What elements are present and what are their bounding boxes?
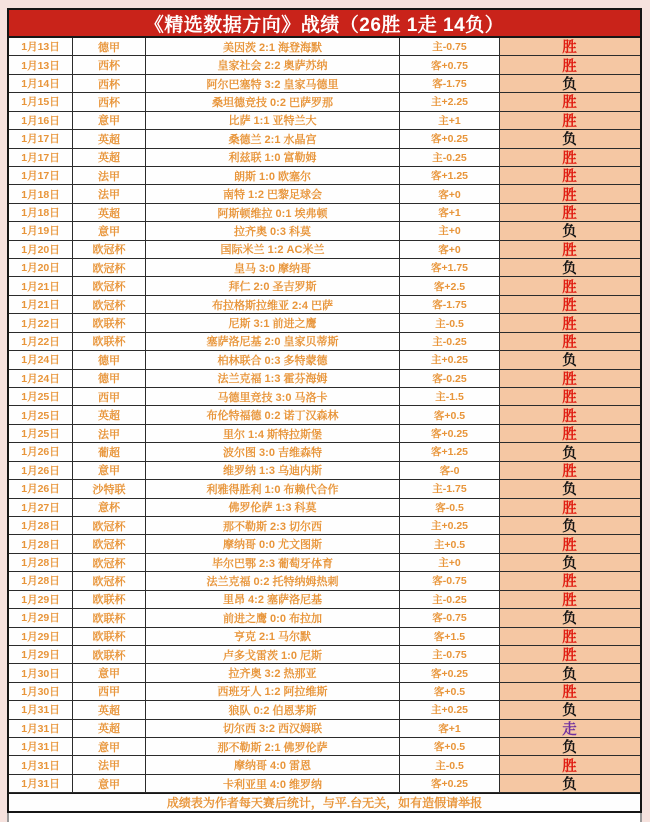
result-cell: 胜 (499, 535, 640, 552)
result-cell: 胜 (499, 683, 640, 700)
date-cell: 1月31日 (21, 759, 60, 772)
result-row (9, 130, 640, 148)
result-cell: 胜 (499, 93, 640, 110)
result-row (9, 591, 640, 609)
handicap-cell: 主+0 (399, 222, 499, 239)
date-cell: 1月30日 (21, 685, 60, 698)
handicap-cell: 客+1 (399, 720, 499, 737)
handicap-cell: 主-0.25 (399, 591, 499, 608)
date-cell: 1月17日 (21, 133, 60, 146)
match-cell: 皇家社会 2:2 奥萨苏纳 (145, 56, 399, 73)
league-cell: 欧联杯 (72, 609, 145, 626)
result-cell: 负 (499, 738, 640, 755)
date-cell: 1月24日 (21, 354, 60, 367)
handicap-cell: 主+0.5 (399, 535, 499, 552)
match-cell: 阿尔巴塞特 3:2 皇家马德里 (145, 75, 399, 92)
result-row (9, 277, 640, 295)
date-cell: 1月27日 (21, 501, 60, 514)
match-cell: 拉齐奥 0:3 科莫 (145, 222, 399, 239)
handicap-cell: 客-0.75 (399, 572, 499, 589)
handicap-cell: 主+0.25 (399, 351, 499, 368)
result-row (9, 370, 640, 388)
result-row (9, 462, 640, 480)
result-row (9, 185, 640, 203)
match-cell: 毕尔巴鄂 2:3 葡萄牙体育 (145, 554, 399, 571)
match-cell: 狼队 0:2 伯恩茅斯 (145, 701, 399, 718)
handicap-cell: 客+0.75 (399, 56, 499, 73)
result-row (9, 75, 640, 93)
date-cell: 1月21日 (21, 299, 60, 312)
result-row (9, 775, 640, 793)
result-row (9, 609, 640, 627)
result-row (9, 738, 640, 756)
date-cell: 1月28日 (21, 520, 60, 533)
bottom-empty-row (7, 813, 642, 822)
match-cell: 卡利亚里 4:0 维罗纳 (145, 775, 399, 792)
result-row (9, 222, 640, 240)
match-cell: 摩纳哥 4:0 雷恩 (145, 756, 399, 773)
match-cell: 桑德兰 2:1 水晶宫 (145, 130, 399, 147)
handicap-cell: 客+1.75 (399, 259, 499, 276)
match-cell: 切尔西 3:2 西汉姆联 (145, 720, 399, 737)
league-cell: 西甲 (72, 388, 145, 405)
result-row (9, 204, 640, 222)
result-cell: 胜 (499, 314, 640, 331)
result-row (9, 406, 640, 424)
league-cell: 意甲 (72, 112, 145, 129)
result-row (9, 296, 640, 314)
footer-note: 成绩表为作者每天赛后统计，与平.台无关，如有造假请举报 (7, 793, 642, 813)
result-cell: 负 (499, 480, 640, 497)
handicap-cell: 主-0.25 (399, 149, 499, 166)
date-cell: 1月24日 (21, 372, 60, 385)
handicap-cell: 客-1.75 (399, 296, 499, 313)
league-cell: 欧冠杯 (72, 259, 145, 276)
date-cell: 1月13日 (21, 41, 60, 54)
date-cell: 1月18日 (21, 207, 60, 219)
result-row (9, 443, 640, 461)
handicap-cell: 主-0.75 (399, 646, 499, 663)
date-cell: 1月29日 (21, 649, 60, 662)
league-cell: 英超 (72, 130, 145, 147)
match-cell: 布拉格斯拉维亚 2:4 巴萨 (145, 296, 399, 313)
handicap-cell: 主+2.25 (399, 93, 499, 110)
result-row (9, 572, 640, 590)
league-cell: 欧联杯 (72, 314, 145, 331)
match-cell: 西班牙人 1:2 阿拉维斯 (145, 683, 399, 700)
match-cell: 里尔 1:4 斯特拉斯堡 (145, 425, 399, 442)
result-cell: 负 (499, 775, 640, 792)
league-cell: 葡超 (72, 443, 145, 460)
handicap-cell: 客+1.25 (399, 167, 499, 184)
handicap-cell: 客+0.5 (399, 738, 499, 755)
result-cell: 负 (499, 609, 640, 626)
league-cell: 欧冠杯 (72, 296, 145, 313)
result-cell: 负 (499, 222, 640, 239)
result-cell: 负 (499, 517, 640, 534)
match-cell: 拉齐奥 3:2 热那亚 (145, 664, 399, 681)
handicap-cell: 客-0.75 (399, 609, 499, 626)
league-cell: 英超 (72, 720, 145, 737)
handicap-cell: 客-0.5 (399, 499, 499, 516)
result-row (9, 628, 640, 646)
result-cell: 负 (499, 130, 640, 147)
result-cell: 胜 (499, 406, 640, 423)
league-cell: 欧冠杯 (72, 241, 145, 258)
match-cell: 法兰克福 0:2 托特纳姆热刺 (145, 572, 399, 589)
result-cell: 胜 (499, 204, 640, 221)
league-cell: 欧冠杯 (72, 554, 145, 571)
match-cell: 国际米兰 1:2 AC米兰 (145, 241, 399, 258)
league-cell: 欧联杯 (72, 591, 145, 608)
result-cell: 胜 (499, 333, 640, 350)
league-cell: 意甲 (72, 222, 145, 239)
match-cell: 皇马 3:0 摩纳哥 (145, 259, 399, 276)
date-cell: 1月31日 (21, 704, 60, 717)
match-cell: 南特 1:2 巴黎足球会 (145, 185, 399, 202)
match-cell: 马德里竞技 3:0 马洛卡 (145, 388, 399, 405)
match-cell: 比萨 1:1 亚特兰大 (145, 112, 399, 129)
result-cell: 胜 (499, 370, 640, 387)
result-cell: 胜 (499, 388, 640, 405)
league-cell: 欧冠杯 (72, 517, 145, 534)
result-row (9, 554, 640, 572)
result-cell: 胜 (499, 646, 640, 663)
date-cell: 1月25日 (21, 409, 60, 422)
result-row (9, 167, 640, 185)
handicap-cell: 主+0 (399, 554, 499, 571)
result-cell: 走 (499, 720, 640, 737)
league-cell: 意甲 (72, 738, 145, 755)
date-cell: 1月29日 (21, 593, 60, 606)
league-cell: 英超 (72, 204, 145, 221)
handicap-cell: 客+0.5 (399, 406, 499, 423)
result-cell: 胜 (499, 462, 640, 479)
results-board (7, 8, 642, 822)
date-cell: 1月25日 (21, 428, 60, 441)
result-row (9, 499, 640, 517)
result-cell: 负 (499, 259, 640, 276)
league-cell: 英超 (72, 149, 145, 166)
date-cell: 1月28日 (21, 575, 60, 588)
date-cell: 1月28日 (21, 538, 60, 551)
result-row (9, 149, 640, 167)
results-table (7, 38, 642, 793)
result-cell: 负 (499, 75, 640, 92)
result-cell: 负 (499, 554, 640, 571)
date-cell: 1月29日 (21, 612, 60, 625)
handicap-cell: 主+0.25 (399, 517, 499, 534)
date-cell: 1月31日 (21, 722, 60, 735)
date-cell: 1月13日 (21, 59, 60, 72)
league-cell: 西杯 (72, 93, 145, 110)
result-row (9, 646, 640, 664)
date-cell: 1月22日 (21, 335, 60, 348)
handicap-cell: 客+0.5 (399, 683, 499, 700)
date-cell: 1月20日 (21, 243, 60, 256)
handicap-cell: 客-1.75 (399, 75, 499, 92)
result-row (9, 756, 640, 774)
date-cell: 1月18日 (21, 188, 60, 201)
result-row (9, 351, 640, 369)
league-cell: 欧联杯 (72, 646, 145, 663)
result-cell: 胜 (499, 56, 640, 73)
handicap-cell: 客+1 (399, 204, 499, 221)
result-row (9, 56, 640, 74)
result-cell: 胜 (499, 185, 640, 202)
match-cell: 塞萨洛尼基 2:0 皇家贝蒂斯 (145, 333, 399, 350)
result-cell: 负 (499, 664, 640, 681)
result-cell: 胜 (499, 38, 640, 55)
result-row (9, 314, 640, 332)
league-cell: 欧冠杯 (72, 572, 145, 589)
match-cell: 那不勒斯 2:3 切尔西 (145, 517, 399, 534)
handicap-cell: 客+0.25 (399, 130, 499, 147)
date-cell: 1月26日 (21, 446, 60, 459)
match-cell: 美因茨 2:1 海登海默 (145, 38, 399, 55)
handicap-cell: 主-0.5 (399, 756, 499, 773)
league-cell: 法甲 (72, 167, 145, 184)
handicap-cell: 主-0.75 (399, 38, 499, 55)
date-cell: 1月15日 (21, 96, 60, 109)
league-cell: 意甲 (72, 775, 145, 792)
handicap-cell: 客+1.25 (399, 443, 499, 460)
league-cell: 英超 (72, 406, 145, 423)
date-cell: 1月30日 (21, 667, 60, 680)
result-row (9, 93, 640, 111)
result-cell: 胜 (499, 572, 640, 589)
match-cell: 亨克 2:1 马尔默 (145, 628, 399, 645)
result-row (9, 259, 640, 277)
handicap-cell: 主-1.5 (399, 388, 499, 405)
result-row (9, 683, 640, 701)
handicap-cell: 客-0 (399, 462, 499, 479)
date-cell: 1月22日 (21, 317, 60, 330)
match-cell: 法兰克福 1:3 霍芬海姆 (145, 370, 399, 387)
date-cell: 1月16日 (21, 114, 60, 127)
result-row (9, 701, 640, 719)
match-cell: 桑坦德竞技 0:2 巴萨罗那 (145, 93, 399, 110)
result-row (9, 720, 640, 738)
handicap-cell: 客+0 (399, 185, 499, 202)
date-cell: 1月29日 (21, 630, 60, 643)
result-cell: 胜 (499, 296, 640, 313)
league-cell: 德甲 (72, 370, 145, 387)
match-cell: 里昂 4:2 塞萨洛尼基 (145, 591, 399, 608)
result-cell: 胜 (499, 112, 640, 129)
date-cell: 1月28日 (21, 557, 60, 570)
match-cell: 前进之鹰 0:0 布拉加 (145, 609, 399, 626)
league-cell: 法甲 (72, 185, 145, 202)
handicap-cell: 主+1 (399, 112, 499, 129)
result-row (9, 664, 640, 682)
date-cell: 1月31日 (21, 778, 60, 791)
league-cell: 英超 (72, 701, 145, 718)
result-row (9, 480, 640, 498)
date-cell: 1月21日 (21, 280, 60, 293)
handicap-cell: 主-0.25 (399, 333, 499, 350)
result-row (9, 38, 640, 56)
handicap-cell: 客+2.5 (399, 277, 499, 294)
league-cell: 意甲 (72, 462, 145, 479)
league-cell: 西杯 (72, 75, 145, 92)
handicap-cell: 客-0.25 (399, 370, 499, 387)
league-cell: 沙特联 (72, 480, 145, 497)
result-row (9, 241, 640, 259)
result-row (9, 112, 640, 130)
date-cell: 1月31日 (21, 741, 60, 754)
result-cell: 胜 (499, 756, 640, 773)
result-cell: 胜 (499, 591, 640, 608)
match-cell: 维罗纳 1:3 乌迪内斯 (145, 462, 399, 479)
match-cell: 波尔图 3:0 吉维森特 (145, 443, 399, 460)
match-cell: 拜仁 2:0 圣吉罗斯 (145, 277, 399, 294)
result-row (9, 425, 640, 443)
result-cell: 负 (499, 443, 640, 460)
result-row (9, 535, 640, 553)
result-cell: 胜 (499, 425, 640, 442)
league-cell: 欧冠杯 (72, 535, 145, 552)
result-cell: 胜 (499, 628, 640, 645)
board-title: 《精选数据方向》战绩（26胜 1走 14负） (7, 8, 642, 38)
match-cell: 柏林联合 0:3 多特蒙德 (145, 351, 399, 368)
result-cell: 胜 (499, 149, 640, 166)
match-cell: 那不勒斯 2:1 佛罗伦萨 (145, 738, 399, 755)
league-cell: 欧联杯 (72, 333, 145, 350)
handicap-cell: 主+0.25 (399, 701, 499, 718)
result-row (9, 333, 640, 351)
handicap-cell: 客+0.25 (399, 664, 499, 681)
match-cell: 卢多戈雷茨 1:0 尼斯 (145, 646, 399, 663)
result-cell: 胜 (499, 499, 640, 516)
result-cell: 胜 (499, 277, 640, 294)
league-cell: 欧冠杯 (72, 277, 145, 294)
match-cell: 佛罗伦萨 1:3 科莫 (145, 499, 399, 516)
result-cell: 胜 (499, 241, 640, 258)
date-cell: 1月17日 (21, 170, 60, 183)
result-row (9, 388, 640, 406)
league-cell: 法甲 (72, 425, 145, 442)
result-row (9, 517, 640, 535)
league-cell: 意杯 (72, 499, 145, 516)
result-cell: 负 (499, 701, 640, 718)
handicap-cell: 主-0.5 (399, 314, 499, 331)
league-cell: 西杯 (72, 56, 145, 73)
league-cell: 德甲 (72, 351, 145, 368)
league-cell: 意甲 (72, 664, 145, 681)
date-cell: 1月26日 (21, 464, 60, 477)
date-cell: 1月17日 (21, 151, 60, 164)
handicap-cell: 主-1.75 (399, 480, 499, 497)
match-cell: 朗斯 1:0 欧塞尔 (145, 167, 399, 184)
date-cell: 1月25日 (21, 391, 60, 404)
match-cell: 利雅得胜利 1:0 布赖代合作 (145, 480, 399, 497)
date-cell: 1月20日 (21, 262, 60, 275)
date-cell: 1月26日 (21, 483, 60, 496)
date-cell: 1月19日 (21, 225, 60, 238)
match-cell: 摩纳哥 0:0 尤文图斯 (145, 535, 399, 552)
match-cell: 布伦特福德 0:2 诺丁汉森林 (145, 406, 399, 423)
handicap-cell: 客+0 (399, 241, 499, 258)
match-cell: 利兹联 1:0 富勒姆 (145, 149, 399, 166)
match-cell: 尼斯 3:1 前进之鹰 (145, 314, 399, 331)
league-cell: 德甲 (72, 38, 145, 55)
date-cell: 1月14日 (21, 78, 60, 91)
handicap-cell: 客+0.25 (399, 425, 499, 442)
result-cell: 负 (499, 351, 640, 368)
league-cell: 欧联杯 (72, 628, 145, 645)
league-cell: 西甲 (72, 683, 145, 700)
handicap-cell: 客+1.5 (399, 628, 499, 645)
match-cell: 阿斯顿维拉 0:1 埃弗顿 (145, 204, 399, 221)
league-cell: 法甲 (72, 756, 145, 773)
result-cell: 胜 (499, 167, 640, 184)
handicap-cell: 客+0.25 (399, 775, 499, 792)
